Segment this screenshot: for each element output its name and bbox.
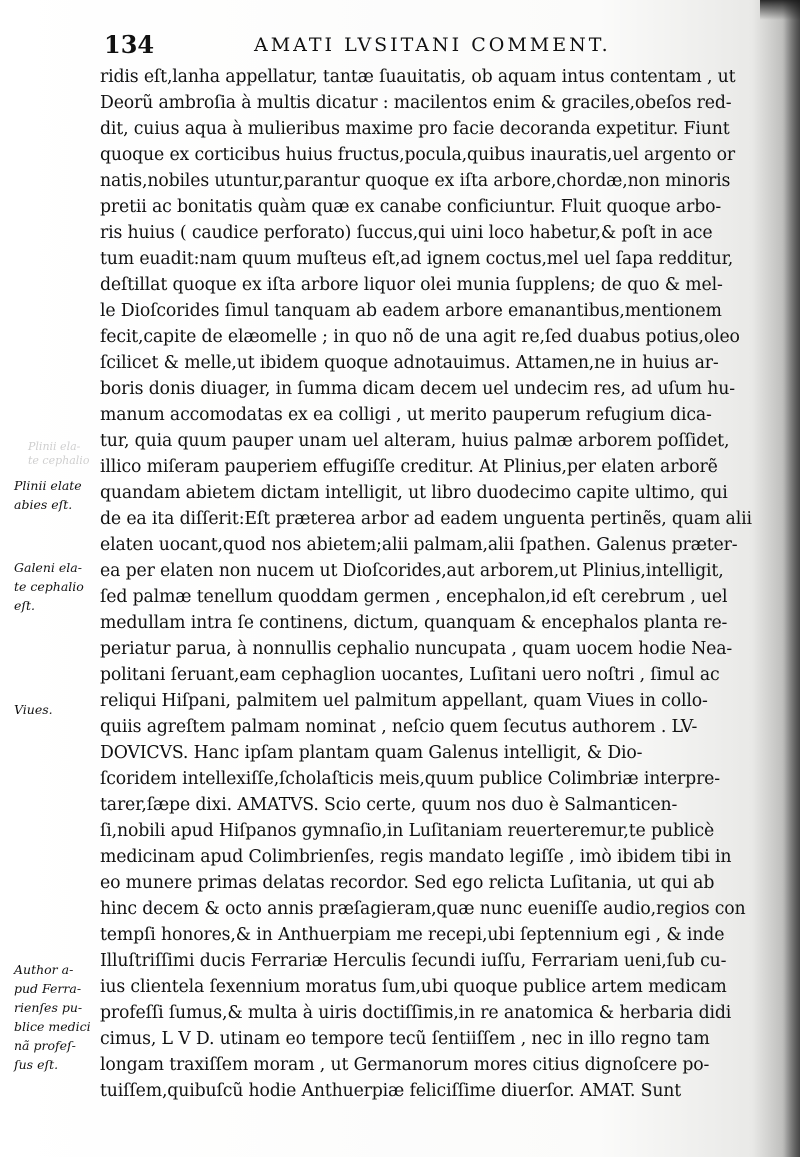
text-line: deſtillat quoque ex iſta arbore liquor olei munia ſupplens; de quo & mel- [100,275,723,295]
text-line: periatur parua, à nonnullis cephalio nuncupata , quam uocem hodie Nea- [100,639,733,659]
margin-note-line: eſt. [14,598,36,613]
text-line: quoque ex corticibus huius fructus,pocula,quibus inauratis,uel argento or [100,145,736,165]
margin-note-line: pud Ferra- [14,981,82,996]
page-number: 134 [104,30,155,59]
margin-note-author [14,960,96,1074]
margin-note-line: nã profeſ- [14,1038,76,1053]
margin-note-line: Galeni ela- [14,560,82,575]
text-line: DOVICVS. Hanc ipſam plantam quam Galenus intelligit, & Dio- [100,743,643,763]
text-line: fecit,capite de elæomelle ; in quo nõ de una agit re,ſed duabus potius,oleo [100,327,740,347]
text-line: tur, quia quum pauper unam uel alteram, huius palmæ arborem poſſidet, [100,431,730,451]
text-line: ius clientela ſexennium moratus ſum,ubi quoque publice artem medicam [100,977,727,997]
text-line: ris huius ( caudice perforato) ſuccus,qui uini loco habetur,& poſt in ace [100,223,713,243]
text-line: ſed palmæ tenellum quoddam germen , encephalon,id eſt cerebrum , uel [100,587,728,607]
text-line: hinc decem & octo annis præſagieram,quæ nunc eueniſſe audio,regios con [100,899,746,919]
text-line: de ea ita diſſerit:Eſt præterea arbor ad eadem unguenta pertinẽs, quam alii [100,509,752,529]
text-line: longam traxiſſem moram , ut Germanorum mores citius dignoſcere po- [100,1055,710,1075]
margin-note-galeni [14,558,96,615]
text-line: natis,nobiles utuntur,parantur quoque ex iſta arbore,chordæ,non minoris [100,171,731,191]
text-line: quandam abietem dictam intelligit, ut libro duodecimo capite ultimo, qui [100,483,728,503]
text-line: ridis eſt,lanha appellatur, tantæ ſuauitatis, ob aquam intus contentam , ut [100,67,736,87]
text-line: ſcoridem intellexiſſe,ſcholaſticis meis,quum publice Colimbriæ interpre- [100,769,720,789]
show-through-text [28,440,94,468]
show-through-line: Plinii ela- [28,440,81,453]
margin-note-line: Plinii elate [14,478,82,493]
text-line: medicinam apud Colimbrienſes, regis mandato legiſſe , imò ibidem tibi in [100,847,732,867]
text-line: tuiſſem,quibuſcũ hodie Anthuerpiæ feliciſſime diuerſor. AMAT. Sunt [100,1081,682,1101]
margin-note-plinii [14,476,96,514]
text-line: reliqui Hiſpani, palmitem uel palmitum appellant, quam Viues in collo- [100,691,708,711]
text-line: illico miſeram pauperiem effugiſſe creditur. At Plinius,per elaten arborẽ [100,457,718,477]
margin-note-line: te cephalio [14,579,84,594]
text-line: ſi,nobili apud Hiſpanos gymnaſio,in Luſitaniam reuerteremur,te publicè [100,821,715,841]
text-line: tempſi honores,& in Anthuerpiam me recepi,ubi ſeptennium egi , & inde [100,925,725,945]
text-line: ea per elaten non nucem ut Dioſcorides,aut arborem,ut Plinius,intelligit, [100,561,724,581]
page-gutter-shadow [782,0,800,1157]
margin-note-line: rienſes pu- [14,1000,83,1015]
text-line: Deorũ ambroſia à multis dicatur : macilentos enim & graciles,obeſos red- [100,93,732,113]
text-line: elaten uocant,quod nos abietem;alii palmam,alii ſpathen. Galenus præter- [100,535,738,555]
margin-note-line: ſus eſt. [14,1057,59,1072]
text-line: boris donis diuager, in ſumma dicam decem uel undecim res, ad uſum hu- [100,379,735,399]
text-line: quiis agreſtem palmam nominat , neſcio quem ſecutus authorem . LV- [100,717,698,737]
running-title: AMATI LVSITANI COMMENT. [254,34,611,56]
body-text [100,64,768,1104]
text-line: Illuſtriſſimi ducis Ferrariæ Herculis ſecundi iuſſu, Ferrariam ueni,ſub cu- [100,951,727,971]
text-line: politani ſeruant,eam cephaglion uocantes, Luſitani uero noſtri , ſimul ac [100,665,720,685]
text-line: ſcilicet & melle,ut ibidem quoque adnotauimus. Attamen,ne in huius ar- [100,353,719,373]
text-line: tarer,ſæpe dixi. AMATVS. Scio certe, quum nos duo è Salmanticen- [100,795,678,815]
text-line: eo munere primas delatas recordor. Sed ego relicta Luſitania, ut qui ab [100,873,715,893]
text-line: cimus, L V D. utinam eo tempore tecũ ſentiiſſem , nec in illo regno tam [100,1029,710,1049]
margin-note-line: abies eſt. [14,497,73,512]
show-through-line: te cephalio [28,454,90,467]
page-header [104,26,704,58]
text-line: manum accomodatas ex ea colligi , ut merito pauperum refugium dica- [100,405,712,425]
margin-note-line: Viues. [14,702,53,717]
text-line: pretii ac bonitatis quàm quæ ex canabe conficiuntur. Fluit quoque arbo- [100,197,722,217]
margin-note-viues [14,700,96,719]
text-line: dit, cuius aqua à mulieribus maxime pro facie decoranda expetitur. Fiunt [100,119,730,139]
margin-note-line: Author a- [14,962,74,977]
text-line: tum euadit:nam quum muſteus eſt,ad ignem coctus,mel uel ſapa redditur, [100,249,734,269]
text-line: medullam intra ſe continens, dictum, quanquam & encephalos planta re- [100,613,728,633]
text-line: profeſſi ſumus,& multa à uiris doctiſſimis,in re anatomica & herbaria didi [100,1003,732,1023]
margin-note-line: blice medici [14,1019,91,1034]
text-line: le Dioſcorides ſimul tanquam ab eadem arbore emanantibus,mentionem [100,301,722,321]
